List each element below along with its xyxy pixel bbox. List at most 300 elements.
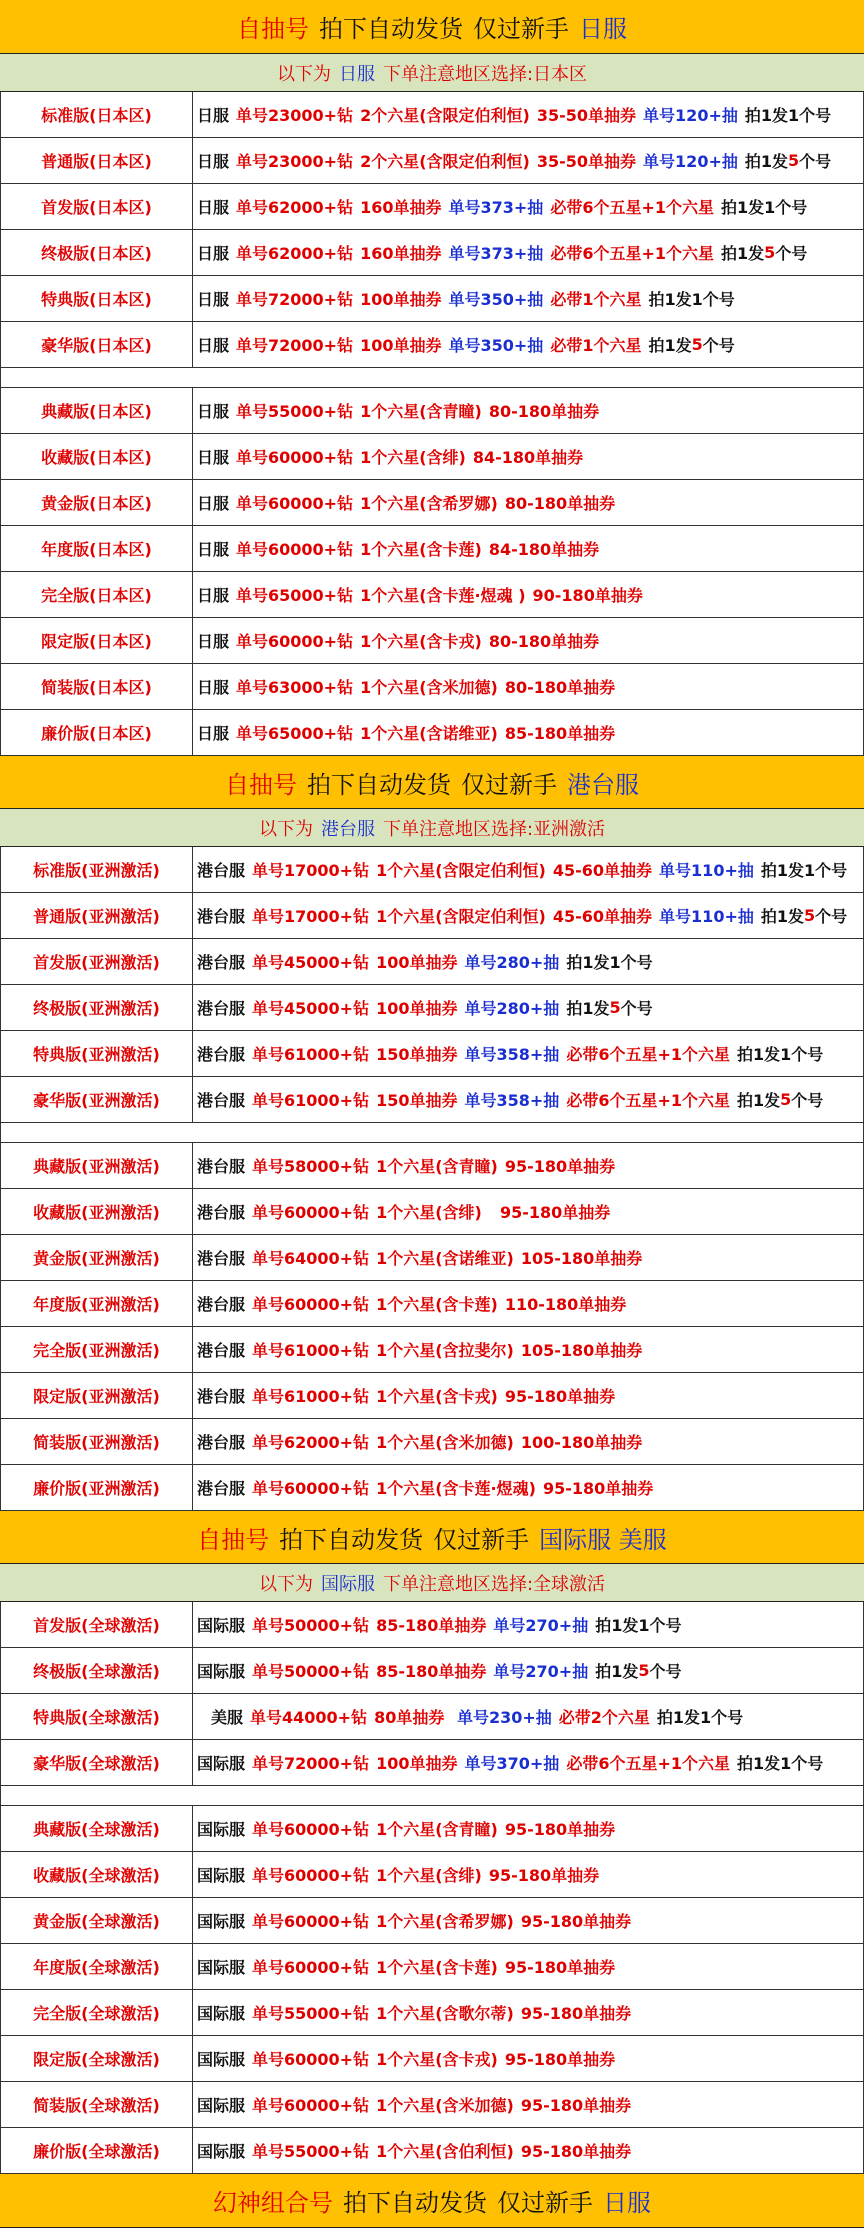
detail-text: 国际服 xyxy=(197,1820,246,1839)
edition-detail xyxy=(193,572,863,617)
edition-detail xyxy=(193,1694,863,1739)
rows-jp-group-b xyxy=(0,388,864,756)
detail-text: 1个六星(含卡莲·煜魂) xyxy=(376,1479,536,1498)
edition-name: 豪华版(亚洲激活) xyxy=(1,1077,193,1122)
table-row xyxy=(0,710,864,756)
detail-text: 单号61000+钻 xyxy=(252,1045,370,1064)
detail-text: 日服 xyxy=(197,244,230,263)
table-row xyxy=(0,138,864,184)
detail-text: 必带2个六星 xyxy=(558,1708,650,1727)
edition-name: 简装版(日本区) xyxy=(1,664,193,709)
section-banner-combo xyxy=(0,2174,864,2228)
edition-name: 典藏版(日本区) xyxy=(1,388,193,433)
edition-name: 终极版(亚洲激活) xyxy=(1,985,193,1030)
detail-text: 单号120+抽 xyxy=(643,106,738,125)
detail-text: 1个六星(含绯) xyxy=(376,1866,482,1885)
detail-text: 5 xyxy=(609,998,621,1017)
edition-detail xyxy=(193,2082,863,2127)
edition-detail xyxy=(193,1031,863,1076)
detail-text: 单号60000+钻 xyxy=(252,1295,370,1314)
detail-text: 必带6个五星+1个六星 xyxy=(566,1045,730,1064)
detail-text: 美服 xyxy=(211,1708,244,1727)
edition-detail xyxy=(193,664,863,709)
edition-detail xyxy=(193,893,863,938)
detail-text: 个号 xyxy=(775,244,808,263)
edition-name: 标准版(亚洲激活) xyxy=(1,847,193,892)
detail-text: 单号60000+钻 xyxy=(252,2050,370,2069)
detail-text: 国际服 xyxy=(197,2004,246,2023)
detail-text: 1个六星(含卡莲·煜魂 ) xyxy=(360,586,526,605)
edition-detail xyxy=(193,710,863,755)
banner-text: 自抽号 xyxy=(225,770,297,799)
detail-text: 95-180单抽券 xyxy=(504,2050,616,2069)
detail-text: 1个六星(含米加德) xyxy=(376,2096,514,2115)
table-row xyxy=(0,1990,864,2036)
detail-text: 单号280+抽 xyxy=(464,953,560,972)
detail-text: 拍1发 xyxy=(737,1091,781,1110)
banner-text: 日服 xyxy=(603,2189,651,2217)
detail-text: 90-180单抽券 xyxy=(532,586,643,605)
edition-detail xyxy=(193,1806,863,1851)
detail-text: 1个六星(含卡莲) xyxy=(360,540,482,559)
banner-text: 日服 xyxy=(579,15,627,43)
table-row xyxy=(0,847,864,893)
detail-text: 拍1发1个号 xyxy=(737,1754,824,1773)
detail-text: 拍1发1个号 xyxy=(656,1708,744,1727)
detail-text: 个号 xyxy=(815,907,848,926)
detail-text: 1个六星(含歌尔蒂) xyxy=(376,2004,514,2023)
detail-text: 100单抽券 xyxy=(376,1754,458,1773)
banner-text: 港台服 xyxy=(567,770,639,799)
section-subhead-hk xyxy=(0,809,864,847)
detail-text: 国际服 xyxy=(197,1754,246,1773)
detail-text: 1个六星(含卡莲) xyxy=(376,1958,498,1977)
edition-detail xyxy=(193,1944,863,1989)
table-row xyxy=(0,1694,864,1740)
table-row xyxy=(0,1143,864,1189)
table-row xyxy=(0,1806,864,1852)
edition-name: 限定版(全球激活) xyxy=(1,2036,193,2081)
detail-text: 1个六星(含绯) xyxy=(360,448,466,467)
detail-text: 单号72000+钻 xyxy=(236,290,354,309)
detail-text: 单号358+抽 xyxy=(464,1045,560,1064)
edition-detail xyxy=(193,1465,863,1510)
detail-text: 100单抽券 xyxy=(376,999,458,1018)
detail-text: 1个六星(含限定伯利恒) xyxy=(376,907,546,926)
edition-detail xyxy=(193,847,863,892)
edition-name: 年度版(亚洲激活) xyxy=(1,1281,193,1326)
detail-text: 单号60000+钻 xyxy=(236,494,354,513)
table-row xyxy=(0,2082,864,2128)
edition-detail xyxy=(193,1281,863,1326)
edition-name: 特典版(亚洲激活) xyxy=(1,1031,193,1076)
detail-text: 110-180单抽券 xyxy=(504,1295,627,1314)
detail-text: 单号373+抽 xyxy=(448,198,544,217)
edition-name: 典藏版(全球激活) xyxy=(1,1806,193,1851)
detail-text: 个号 xyxy=(649,1662,682,1681)
detail-text: 港台服 xyxy=(197,1295,246,1314)
detail-text: 拍1发1个号 xyxy=(744,106,832,125)
detail-text: 单号17000+钻 xyxy=(252,861,370,880)
detail-text: 单号61000+钻 xyxy=(252,1341,370,1360)
detail-text: 国际服 xyxy=(197,1866,246,1885)
subhead-text: 下单注意地区选择:日本区 xyxy=(382,63,588,85)
banner-text: 仅过新手 xyxy=(497,2189,593,2217)
edition-detail xyxy=(193,184,863,229)
detail-text: 港台服 xyxy=(197,1387,246,1406)
detail-text: 拍1发 xyxy=(595,1662,639,1681)
detail-text: 拍1发1个号 xyxy=(648,290,735,309)
rows-intl-group-b xyxy=(0,1806,864,2174)
detail-text: 个号 xyxy=(791,1091,824,1110)
edition-detail xyxy=(193,1852,863,1897)
detail-text: 单号110+抽 xyxy=(659,907,754,926)
detail-text: 1个六星(含诺维亚) xyxy=(360,724,498,743)
detail-text: 日服 xyxy=(197,724,230,743)
table-row xyxy=(0,480,864,526)
detail-text: 单号55000+钻 xyxy=(252,2004,370,2023)
table-row xyxy=(0,1373,864,1419)
edition-detail xyxy=(193,92,863,137)
detail-text: 单号60000+钻 xyxy=(252,1958,370,1977)
detail-text: 1个六星(含卡莲) xyxy=(376,1295,498,1314)
detail-text: 单号60000+钻 xyxy=(252,1820,370,1839)
subhead-text: 港台服 xyxy=(320,818,375,840)
detail-text: 80-180单抽券 xyxy=(504,678,616,697)
detail-text: 95-180单抽券 xyxy=(488,1203,611,1222)
edition-detail xyxy=(193,276,863,321)
detail-text: 单号60000+钻 xyxy=(236,632,354,651)
detail-text: 国际服 xyxy=(197,2050,246,2069)
edition-detail xyxy=(193,2128,863,2173)
edition-name: 收藏版(亚洲激活) xyxy=(1,1189,193,1234)
detail-text: 港台服 xyxy=(197,1045,246,1064)
detail-text: 单号23000+钻 xyxy=(236,106,354,125)
table-row xyxy=(0,985,864,1031)
detail-text: 单号60000+钻 xyxy=(252,1479,370,1498)
detail-text: 单号50000+钻 xyxy=(252,1616,370,1635)
detail-text: 日服 xyxy=(197,632,230,651)
subhead-text: 国际服 xyxy=(320,1573,375,1595)
subhead-text: 以下为 xyxy=(276,63,331,85)
detail-text: 1个六星(含诺维亚) xyxy=(376,1249,514,1268)
edition-detail xyxy=(193,1327,863,1372)
table-row xyxy=(0,434,864,480)
detail-text: 单号350+抽 xyxy=(448,290,544,309)
section-subhead-jp xyxy=(0,54,864,92)
detail-text: 1个六星(含米加德) xyxy=(376,1433,514,1452)
detail-text: 单号60000+钻 xyxy=(252,1866,370,1885)
table-row xyxy=(0,230,864,276)
edition-name: 廉价版(亚洲激活) xyxy=(1,1465,193,1510)
rows-hk-group-a xyxy=(0,847,864,1123)
detail-text: 国际服 xyxy=(197,1958,246,1977)
detail-text: 单号358+抽 xyxy=(464,1091,560,1110)
detail-text: 单号44000+钻 xyxy=(250,1708,368,1727)
detail-text: 80-180单抽券 xyxy=(504,494,616,513)
banner-text: 幻神组合号 xyxy=(213,2189,333,2217)
detail-text: 1个六星(含青瞳) xyxy=(376,1820,498,1839)
detail-text: 单号62000+钻 xyxy=(236,198,354,217)
subhead-text: 下单注意地区选择:全球激活 xyxy=(382,1573,606,1595)
detail-text: 45-60单抽券 xyxy=(552,907,653,926)
detail-text: 拍1发1个号 xyxy=(737,1045,824,1064)
detail-text: 1个六星(含青瞳) xyxy=(360,402,482,421)
edition-detail xyxy=(193,1898,863,1943)
detail-text: 单号60000+钻 xyxy=(236,540,354,559)
detail-text: 日服 xyxy=(197,678,230,697)
edition-detail xyxy=(193,230,863,275)
detail-text: 35-50单抽券 xyxy=(536,152,637,171)
banner-text: 拍下自动发货 xyxy=(319,15,463,43)
edition-detail xyxy=(193,434,863,479)
edition-detail xyxy=(193,388,863,433)
edition-name: 首发版(亚洲激活) xyxy=(1,939,193,984)
table-row xyxy=(0,184,864,230)
detail-text: 单号17000+钻 xyxy=(252,907,370,926)
subhead-text: 下单注意地区选择:亚洲激活 xyxy=(382,818,606,840)
edition-name: 豪华版(日本区) xyxy=(1,322,193,367)
section-subhead-intl xyxy=(0,1564,864,1602)
detail-text: 单号60000+钻 xyxy=(252,1203,370,1222)
detail-text: 必带1个六星 xyxy=(550,336,642,355)
section-banner-jp xyxy=(0,0,864,54)
detail-text: 日服 xyxy=(197,402,230,421)
detail-text: 5 xyxy=(691,335,703,354)
table-row xyxy=(0,1602,864,1648)
edition-name: 黄金版(全球激活) xyxy=(1,1898,193,1943)
detail-text: 单号63000+钻 xyxy=(236,678,354,697)
table-row xyxy=(0,1465,864,1511)
edition-detail xyxy=(193,1602,863,1647)
detail-text: 必带6个五星+1个六星 xyxy=(566,1754,730,1773)
detail-text: 拍1发 xyxy=(566,999,610,1018)
edition-name: 特典版(全球激活) xyxy=(1,1694,193,1739)
detail-text: 港台服 xyxy=(197,1249,246,1268)
table-row xyxy=(0,276,864,322)
edition-detail xyxy=(193,985,863,1030)
detail-text: 95-180单抽券 xyxy=(504,1820,616,1839)
table-row xyxy=(0,1898,864,1944)
detail-text: 100-180单抽券 xyxy=(520,1433,643,1452)
table-row xyxy=(0,1281,864,1327)
detail-text: 160单抽券 xyxy=(360,244,442,263)
edition-name: 普通版(日本区) xyxy=(1,138,193,183)
detail-text: 单号60000+钻 xyxy=(252,2096,370,2115)
section-banner-intl xyxy=(0,1511,864,1564)
detail-text: 日服 xyxy=(197,290,230,309)
edition-name: 终极版(日本区) xyxy=(1,230,193,275)
detail-text: 1个六星(含希罗娜) xyxy=(360,494,498,513)
detail-text: 拍1发 xyxy=(744,152,788,171)
table-row xyxy=(0,1189,864,1235)
row-gap xyxy=(0,1786,864,1806)
detail-text: 必带1个六星 xyxy=(550,290,642,309)
detail-text: 105-180单抽券 xyxy=(520,1341,643,1360)
detail-text: 拍1发 xyxy=(760,907,804,926)
edition-detail xyxy=(193,1419,863,1464)
detail-text: 单号58000+钻 xyxy=(252,1157,370,1176)
detail-text: 单号72000+钻 xyxy=(236,336,354,355)
edition-name: 年度版(全球激活) xyxy=(1,1944,193,1989)
detail-text: 84-180单抽券 xyxy=(488,540,600,559)
detail-text: 80-180单抽券 xyxy=(488,402,600,421)
detail-text: 5 xyxy=(780,1090,792,1109)
banner-text: 拍下自动发货 xyxy=(279,1525,424,1554)
detail-text: 单号65000+钻 xyxy=(236,724,354,743)
detail-text: 5 xyxy=(764,243,776,262)
detail-text: 5 xyxy=(804,906,816,925)
detail-text: 95-180单抽券 xyxy=(520,2004,632,2023)
detail-text: 5 xyxy=(788,151,800,170)
detail-text: 1个六星(含希罗娜) xyxy=(376,1912,514,1931)
detail-text: 95-180单抽券 xyxy=(488,1866,600,1885)
row-gap xyxy=(0,1123,864,1143)
subhead-text: 以下为 xyxy=(258,1573,313,1595)
edition-name: 首发版(日本区) xyxy=(1,184,193,229)
banner-text: 自抽号 xyxy=(197,1525,270,1554)
detail-text: 日服 xyxy=(197,152,230,171)
rows-hk-group-b xyxy=(0,1143,864,1511)
edition-detail xyxy=(193,2036,863,2081)
detail-text: 1个六星(含伯利恒) xyxy=(376,2142,514,2161)
table-row xyxy=(0,1852,864,1898)
detail-text: 港台服 xyxy=(197,907,246,926)
edition-detail xyxy=(193,1648,863,1693)
detail-text: 95-180单抽券 xyxy=(520,1912,632,1931)
edition-name: 豪华版(全球激活) xyxy=(1,1740,193,1785)
detail-text: 单号65000+钻 xyxy=(236,586,354,605)
detail-text: 日服 xyxy=(197,198,230,217)
edition-name: 年度版(日本区) xyxy=(1,526,193,571)
detail-text: 1个六星(含卡戎) xyxy=(360,632,482,651)
detail-text: 105-180单抽券 xyxy=(520,1249,643,1268)
detail-text: 拍1发1个号 xyxy=(595,1616,682,1635)
detail-text: 拍1发1个号 xyxy=(566,953,653,972)
table-row xyxy=(0,1740,864,1786)
table-row xyxy=(0,1419,864,1465)
detail-text: 单号270+抽 xyxy=(493,1662,589,1681)
detail-text: 95-180单抽券 xyxy=(542,1479,654,1498)
edition-name: 简装版(亚洲激活) xyxy=(1,1419,193,1464)
detail-text: 拍1发 xyxy=(648,336,692,355)
detail-text: 95-180单抽券 xyxy=(504,1387,616,1406)
table-row xyxy=(0,1235,864,1281)
edition-name: 简装版(全球激活) xyxy=(1,2082,193,2127)
subhead-text: 以下为 xyxy=(258,818,313,840)
detail-text: 日服 xyxy=(197,494,230,513)
table-row xyxy=(0,1648,864,1694)
detail-text: 95-180单抽券 xyxy=(520,2096,632,2115)
edition-name: 典藏版(亚洲激活) xyxy=(1,1143,193,1188)
table-row xyxy=(0,893,864,939)
edition-detail xyxy=(193,1740,863,1785)
detail-text: 拍1发1个号 xyxy=(760,861,848,880)
detail-text: 港台服 xyxy=(197,1203,246,1222)
detail-text: 单号370+抽 xyxy=(464,1754,560,1773)
edition-name: 普通版(亚洲激活) xyxy=(1,893,193,938)
banner-text: 仅过新手 xyxy=(433,1525,530,1554)
detail-text: 必带6个五星+1个六星 xyxy=(566,1091,730,1110)
table-row xyxy=(0,92,864,138)
detail-text: 港台服 xyxy=(197,1341,246,1360)
detail-text: 单号62000+钻 xyxy=(252,1433,370,1452)
table-row xyxy=(0,664,864,710)
edition-name: 黄金版(日本区) xyxy=(1,480,193,525)
detail-text: 80-180单抽券 xyxy=(488,632,600,651)
detail-text: 单号64000+钻 xyxy=(252,1249,370,1268)
detail-text: 单号230+抽 xyxy=(451,1708,552,1727)
table-row xyxy=(0,1077,864,1123)
edition-detail xyxy=(193,1235,863,1280)
detail-text: 个号 xyxy=(799,152,832,171)
detail-text: 80单抽券 xyxy=(374,1708,445,1727)
edition-detail xyxy=(193,138,863,183)
detail-text: 国际服 xyxy=(197,2142,246,2161)
banner-text: 自抽号 xyxy=(237,15,309,43)
detail-text: 85-180单抽券 xyxy=(376,1662,487,1681)
edition-detail xyxy=(193,1990,863,2035)
detail-text: 160单抽券 xyxy=(360,198,442,217)
detail-text: 日服 xyxy=(197,106,230,125)
edition-name: 完全版(全球激活) xyxy=(1,1990,193,2035)
table-row xyxy=(0,618,864,664)
table-row xyxy=(0,526,864,572)
edition-name: 廉价版(日本区) xyxy=(1,710,193,755)
detail-text: 100单抽券 xyxy=(360,336,442,355)
edition-name: 收藏版(日本区) xyxy=(1,434,193,479)
edition-detail xyxy=(193,1373,863,1418)
detail-text: 150单抽券 xyxy=(376,1045,458,1064)
detail-text: 单号60000+钻 xyxy=(236,448,354,467)
detail-text: 84-180单抽券 xyxy=(472,448,584,467)
detail-text: 拍1发1个号 xyxy=(721,198,808,217)
detail-text: 35-50单抽券 xyxy=(536,106,637,125)
detail-text: 国际服 xyxy=(197,1662,246,1681)
detail-text: 单号61000+钻 xyxy=(252,1091,370,1110)
banner-text: 拍下自动发货 xyxy=(307,770,451,799)
edition-detail xyxy=(193,1077,863,1122)
detail-text: 单号50000+钻 xyxy=(252,1662,370,1681)
edition-name: 完全版(亚洲激活) xyxy=(1,1327,193,1372)
row-gap xyxy=(0,368,864,388)
detail-text: 单号280+抽 xyxy=(464,999,560,1018)
detail-text: 单号373+抽 xyxy=(448,244,544,263)
detail-text: 港台服 xyxy=(197,1433,246,1452)
detail-text: 日服 xyxy=(197,540,230,559)
edition-detail xyxy=(193,526,863,571)
detail-text: 85-180单抽券 xyxy=(376,1616,487,1635)
table-row xyxy=(0,1944,864,1990)
table-row xyxy=(0,2128,864,2174)
edition-name: 收藏版(全球激活) xyxy=(1,1852,193,1897)
banner-text: 国际服 美服 xyxy=(539,1525,667,1554)
detail-text: 1个六星(含青瞳) xyxy=(376,1157,498,1176)
detail-text: 单号55000+钻 xyxy=(252,2142,370,2161)
detail-text: 1个六星(含限定伯利恒) xyxy=(376,861,546,880)
detail-text: 单号350+抽 xyxy=(448,336,544,355)
section-banner-hk xyxy=(0,756,864,809)
detail-text: 5 xyxy=(638,1661,650,1680)
detail-text: 国际服 xyxy=(197,2096,246,2115)
table-row xyxy=(0,388,864,434)
edition-detail xyxy=(193,939,863,984)
detail-text: 个号 xyxy=(702,336,735,355)
detail-text: 100单抽券 xyxy=(376,953,458,972)
table-row xyxy=(0,2036,864,2082)
detail-text: 单号60000+钻 xyxy=(252,1912,370,1931)
detail-text: 单号72000+钻 xyxy=(252,1754,370,1773)
